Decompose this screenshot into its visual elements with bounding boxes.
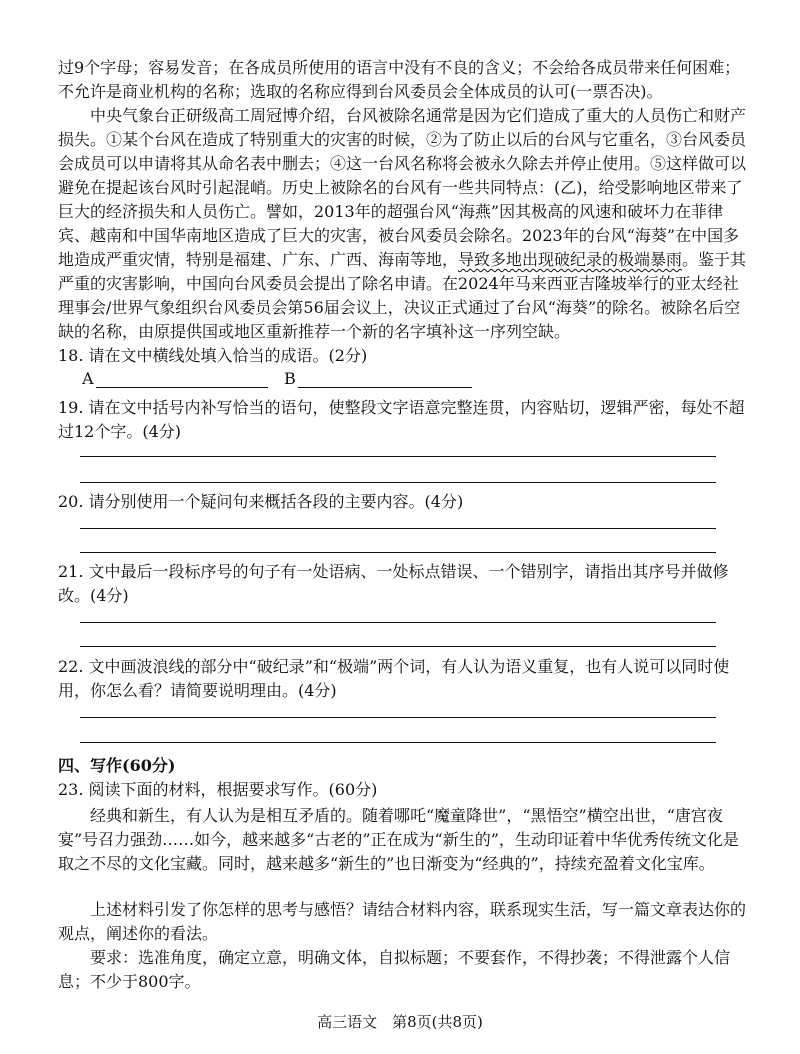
answer-line-22-2[interactable] [80,742,716,743]
answer-line-21-1[interactable] [80,622,716,623]
paragraph-text-part2: 。鉴于其严重的灾害影响，中国向台风委员会提出了除名申请。在2024年马来西亚吉隆坡举行的亚太经社理事会/世界气象组织台风委员会第56届会议上，决议正式通过了台风“海葵”的除名。被除名后空缺的名称，由原提供国或地区重新推荐一个新的名字填补这一序列空缺。 [58,250,747,341]
answer-line-22-1[interactable] [80,717,716,718]
writing-section-title: 四、写作(60分) [58,756,176,775]
question-19: 19. 请在文中括号内补写恰当的语句，使整段文字语意完整连贯，内容贴切，逻辑严密，每处不超过12个字。(4分) [58,398,745,441]
question-21: 21. 文中最后一段标序号的句子有一处语病、一处标点错误、一个错别字，请指出其序号并做修改。(4分) [58,562,729,605]
question-20: 20. 请分别使用一个疑问句来概括各段的主要内容。(4分) [58,492,464,511]
writing-requirements: 要求：选准角度，确定立意，明确文体，自拟标题；不要套作，不得抄袭；不得泄露个人信息；不少于800字。 [58,948,731,991]
answer-line-19-2[interactable] [80,482,716,483]
page-footer: 高三语文 第8页(共8页) [317,1013,483,1031]
wavy-underlined-text: 导致多地出现破纪录的极端暴雨 [458,250,683,269]
writing-material: 经典和新生，有人认为是相互矛盾的。随着哪吒“魔童降世”，“黑悟空”横空出世，“唐宫夜宴”号召力强劲……如今，越来越多“古老的”正在成为“新生的”，生动印证着中华优秀传统文化是取之不尽的文化宝藏。同时，越来越多“新生的”也日渐变为“经典的”，持续充盈着文化宝库。 [58,806,739,873]
blank-a-label: A [82,369,94,388]
question-22: 22. 文中画波浪线的部分中“破纪录”和“极端”两个词，有人认为语义重复，也有人说可以同时使用，你怎么看？请简要说明理由。(4分) [58,657,730,700]
blank-a-line[interactable] [96,387,268,388]
blank-b-line[interactable] [298,387,472,388]
answer-line-19-1[interactable] [80,456,716,457]
answer-line-20-1[interactable] [80,528,716,529]
naming-rules-text: 过9个字母；容易发音；在各成员所使用的语言中没有不良的含义；不会给各成员带来任何困难；不允许是商业机构的名称；选取的名称应得到台风委员会全体成员的认可(一票否决)。 [58,58,741,101]
question-18: 18. 请在文中横线处填入恰当的成语。(2分) [58,346,368,365]
paragraph-text-part1: 中央气象台正研级高工周冠博介绍，台风被除名通常是因为它们造成了重大的人员伤亡和财产损失。①某个台风在造成了特别重大的灾害的时候，②为了防止以后的台风与它重名，③台风委员会成员可以申请将其从命名表中删去；④这一台风名称将会被永久除去并停止使用。⑤这样做可以避免在提起该台风时引起混峭。历史上被除名的台风有一些共同特点：(乙)，给受影响地区带来了巨大的经济损失和人员伤亡。譬如，2013年的超强台风“海燕”因其极高的风速和破坏力在菲律宾、越南和中国华南地区造成了巨大的灾害，被台风委员会除名。2023年的台风“海葵”在中国多地造成严重灾情，特别是福建、广东、广西、海南等地， [58,106,747,269]
writing-prompt: 上述材料引发了你怎样的思考与感悟？请结合材料内容，联系现实生活，写一篇文章表达你的观点，阐述你的看法。 [58,900,747,943]
typhoon-removal-paragraph [58,104,748,344]
answer-line-20-2[interactable] [80,552,716,553]
question-23: 23. 阅读下面的材料，根据要求写作。(60分) [58,780,378,799]
blank-b-label: B [284,369,296,388]
answer-line-21-2[interactable] [80,646,716,647]
